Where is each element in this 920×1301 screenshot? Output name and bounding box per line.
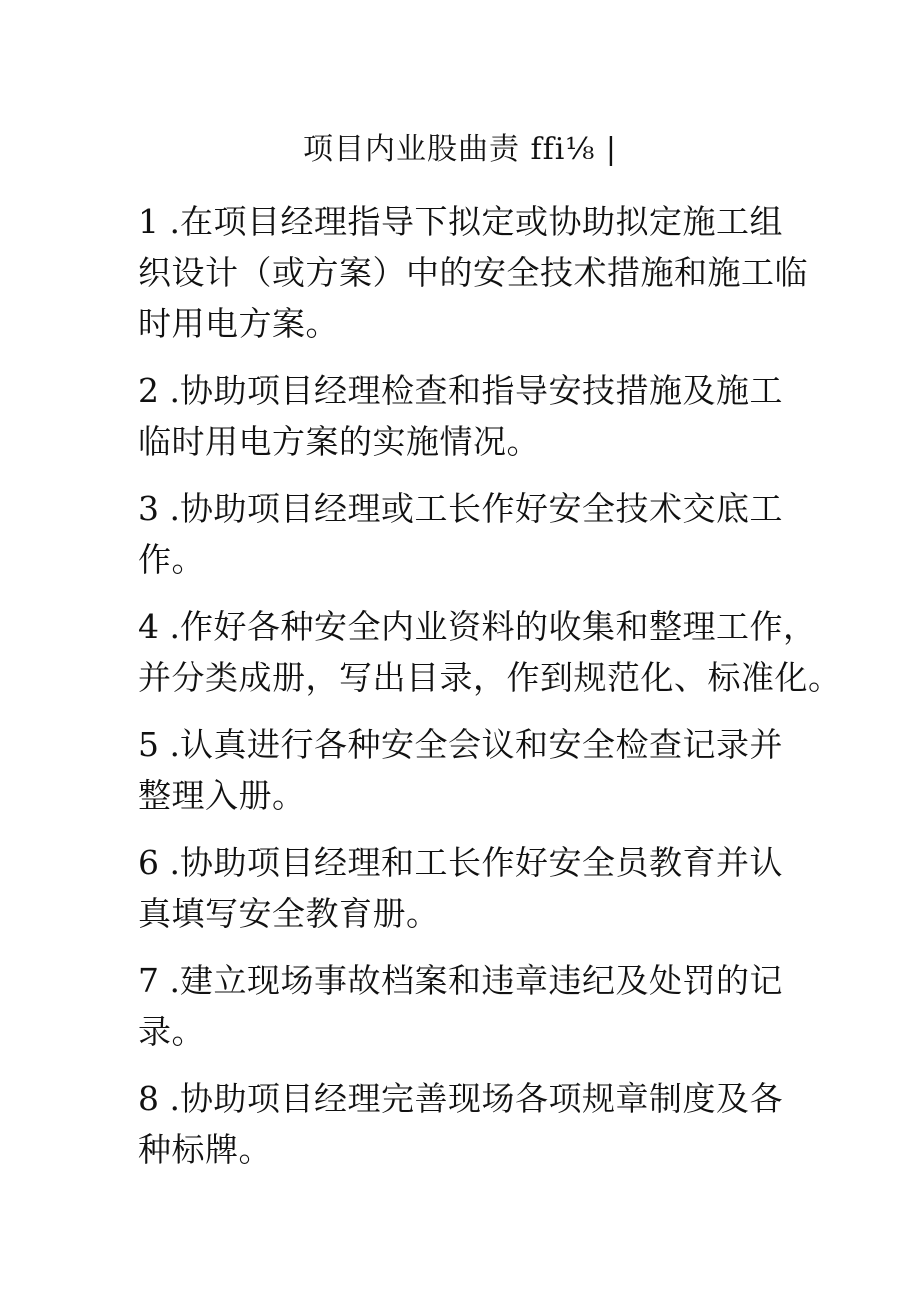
- item-line: [138, 365, 788, 416]
- list-item: [138, 365, 788, 467]
- item-number: 3 .: [138, 489, 180, 528]
- item-text: 并分类成册，写出目录，作到规范化、标准化。: [138, 658, 842, 697]
- item-text: 真填写安全教育册。: [138, 894, 440, 933]
- duty-list: [138, 196, 842, 1191]
- list-item: [138, 955, 788, 1057]
- item-text: 录。: [138, 1012, 205, 1051]
- item-text: 作。: [138, 540, 205, 579]
- item-text: 协助项目经理和工长作好安全员教育并认: [179, 843, 783, 882]
- item-text: 整理入册。: [138, 776, 306, 815]
- item-text: 协助项目经理完善现场各项规章制度及各: [179, 1079, 783, 1118]
- item-text: 种标牌。: [138, 1130, 272, 1169]
- item-text: 协助项目经理或工长作好安全技术交底工: [179, 489, 783, 528]
- item-number: 7 .: [138, 961, 180, 1000]
- item-number: 5 .: [138, 725, 180, 764]
- list-item: [138, 483, 788, 585]
- list-item: [138, 601, 842, 703]
- item-line: [138, 601, 817, 652]
- item-text: 认真进行各种安全会议和安全检查记录并: [179, 725, 783, 764]
- item-text: 建立现场事故档案和违章违纪及处罚的记: [179, 961, 783, 1000]
- item-text: 协助项目经理检查和指导安技措施及施工: [179, 371, 783, 410]
- list-item: [138, 719, 788, 821]
- item-text: 时用电方案。: [138, 304, 339, 343]
- item-line: [138, 719, 788, 770]
- list-item: [138, 1073, 788, 1175]
- list-item: [138, 196, 808, 349]
- item-line: [138, 483, 788, 534]
- item-text: 织设计（或方案）中的安全技术措施和施工临: [138, 253, 808, 292]
- item-text: 在项目经理指导下拟定或协助拟定施工组: [179, 202, 783, 241]
- item-text: 作好各种安全内业资料的收集和整理工作，: [179, 607, 817, 646]
- item-number: 8 .: [138, 1079, 180, 1118]
- item-number: 1 .: [138, 202, 180, 241]
- item-line: [138, 1073, 788, 1124]
- list-item: [138, 837, 788, 939]
- document-title: 项目内业股曲责 ffi⅛ |: [302, 132, 618, 167]
- item-line: [138, 196, 788, 247]
- item-line: [138, 837, 788, 888]
- item-line: [138, 955, 788, 1006]
- item-number: 2 .: [138, 371, 180, 410]
- item-number: 4 .: [138, 607, 180, 646]
- item-text: 临时用电方案的实施情况。: [138, 422, 540, 461]
- item-number: 6 .: [138, 843, 180, 882]
